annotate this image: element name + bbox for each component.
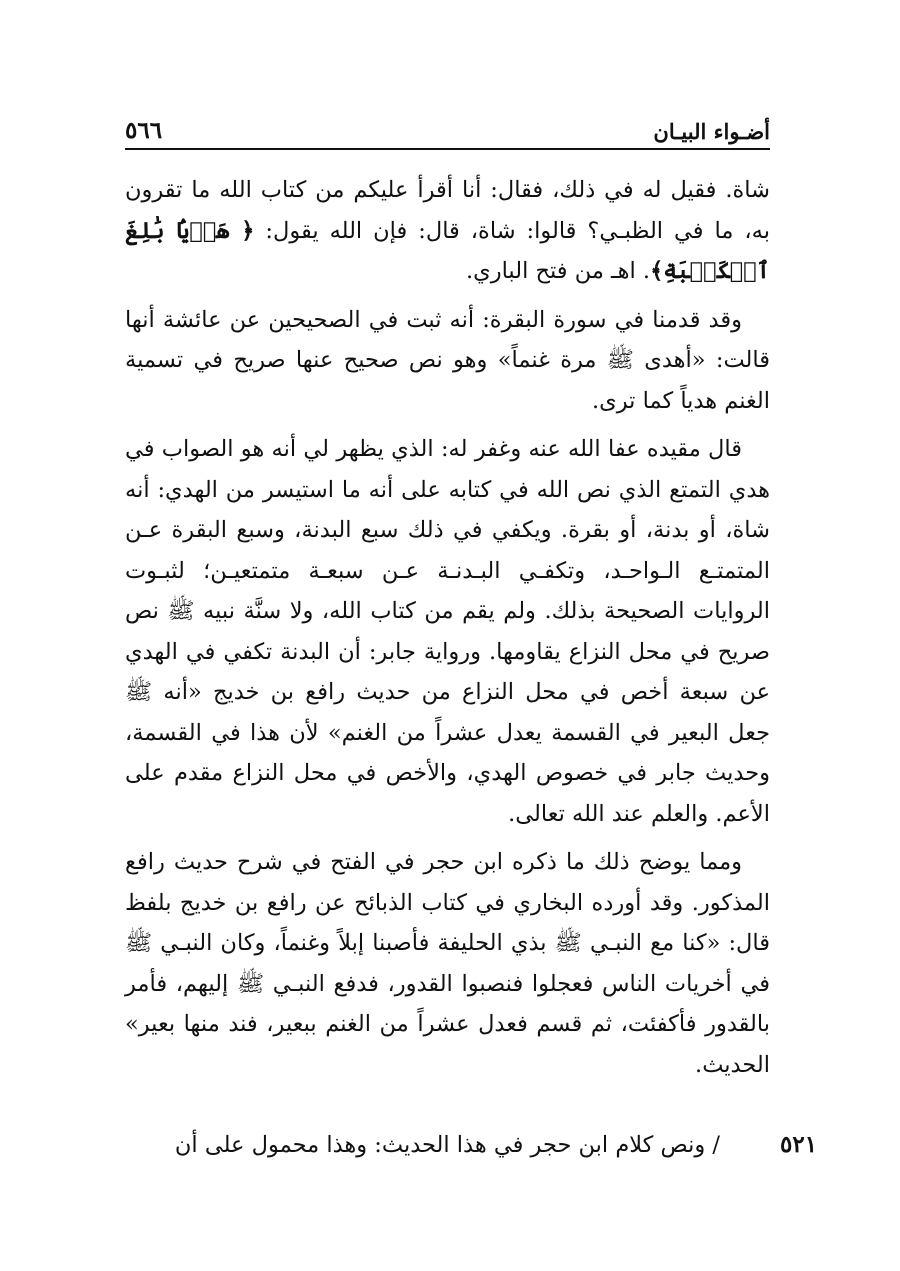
paragraph-1-text-before: شاة. فقيل له في ذلك، فقال: أنا أقرأ عليكم من كتاب الله ما تقرون به، ما في الظبـي؟ قالوا: شاة، قال: فإن الله يقول:: [125, 177, 770, 244]
quran-verse: ﴿ هَدۡيَۢا بَٰلِغَ ٱلۡكَعۡبَةِ﴾: [125, 217, 770, 284]
continuation-sentence: ونص كلام ابن حجر في هذا الحديث: وهذا محمول على أن: [174, 1132, 706, 1158]
paragraph-3: قال مقيده عفا الله عنه وغفر له: الذي يظهر لي أنه هو الصواب في هدي التمتع الذي نص الله في كتابه على أنه ما استيسر من الهدي: أنه شاة، أو بدنة، أو بقرة. ويكفي في ذلك سبع البدنة، وسبع البقرة عـن المتمتـع الـواحـد، وتكفـي البـدنـة عـن سبعـة متمتعيـن؛ لثبـوت الروايات الصحيحة بذلك. ولم يقم من كتاب الله، ولا سنَّة نبيه ﷺ نص صريح في محل النزاع يقاومها. ورواية جابر: أن البدنة تكفي في الهدي عن سبعة أخص في محل النزاع من حديث رافع بن خديج «أنه ﷺ جعل البعير في القسمة يعدل عشراً من الغنم» لأن هذا في القسمة، وحديث جابر في خصوص الهدي، والأخص في محل النزاع مقدم على الأعم. والعلم عند الله تعالى.: [125, 436, 770, 827]
main-text: [125, 170, 770, 1093]
page-header: [125, 110, 770, 150]
original-page-marker: ٥٢١: [780, 1131, 818, 1158]
paragraph-1: [125, 170, 770, 292]
running-title: أضـواء البيـان: [653, 119, 770, 144]
paragraph-1-text-after: . اهـ من فتح الباري.: [465, 258, 651, 284]
page-break-slash: /: [712, 1132, 720, 1158]
paragraph-4: ومما يوضح ذلك ما ذكره ابن حجر في الفتح في شرح حديث رافع المذكور. وقد أورده البخاري في كتاب الذبائح عن رافع بن خديج بلفظ قال: «كنا مع النبـي ﷺ بذي الحليفة فأصبنا إبلاً وغنماً، وكان النبـي ﷺ في أخريات الناس فعجلوا فنصبوا القدور، فدفع النبـي ﷺ إليهم، فأمر بالقدور فأكفئت، ثم قسم فعدل عشراً من الغنم ببعير، فند منها بعير» الحديث.: [125, 849, 770, 1078]
page-number: ٥٦٦: [125, 117, 163, 144]
paragraph-2: وقد قدمنا في سورة البقرة: أنه ثبت في الصحيحين عن عائشة أنها قالت: «أهدى ﷺ مرة غنماً» وهو نص صحيح عنها صريح في تسمية الغنم هدياً كما ترى.: [125, 306, 770, 414]
continuation-line: [125, 1125, 825, 1165]
continuation-text: [175, 1125, 720, 1165]
